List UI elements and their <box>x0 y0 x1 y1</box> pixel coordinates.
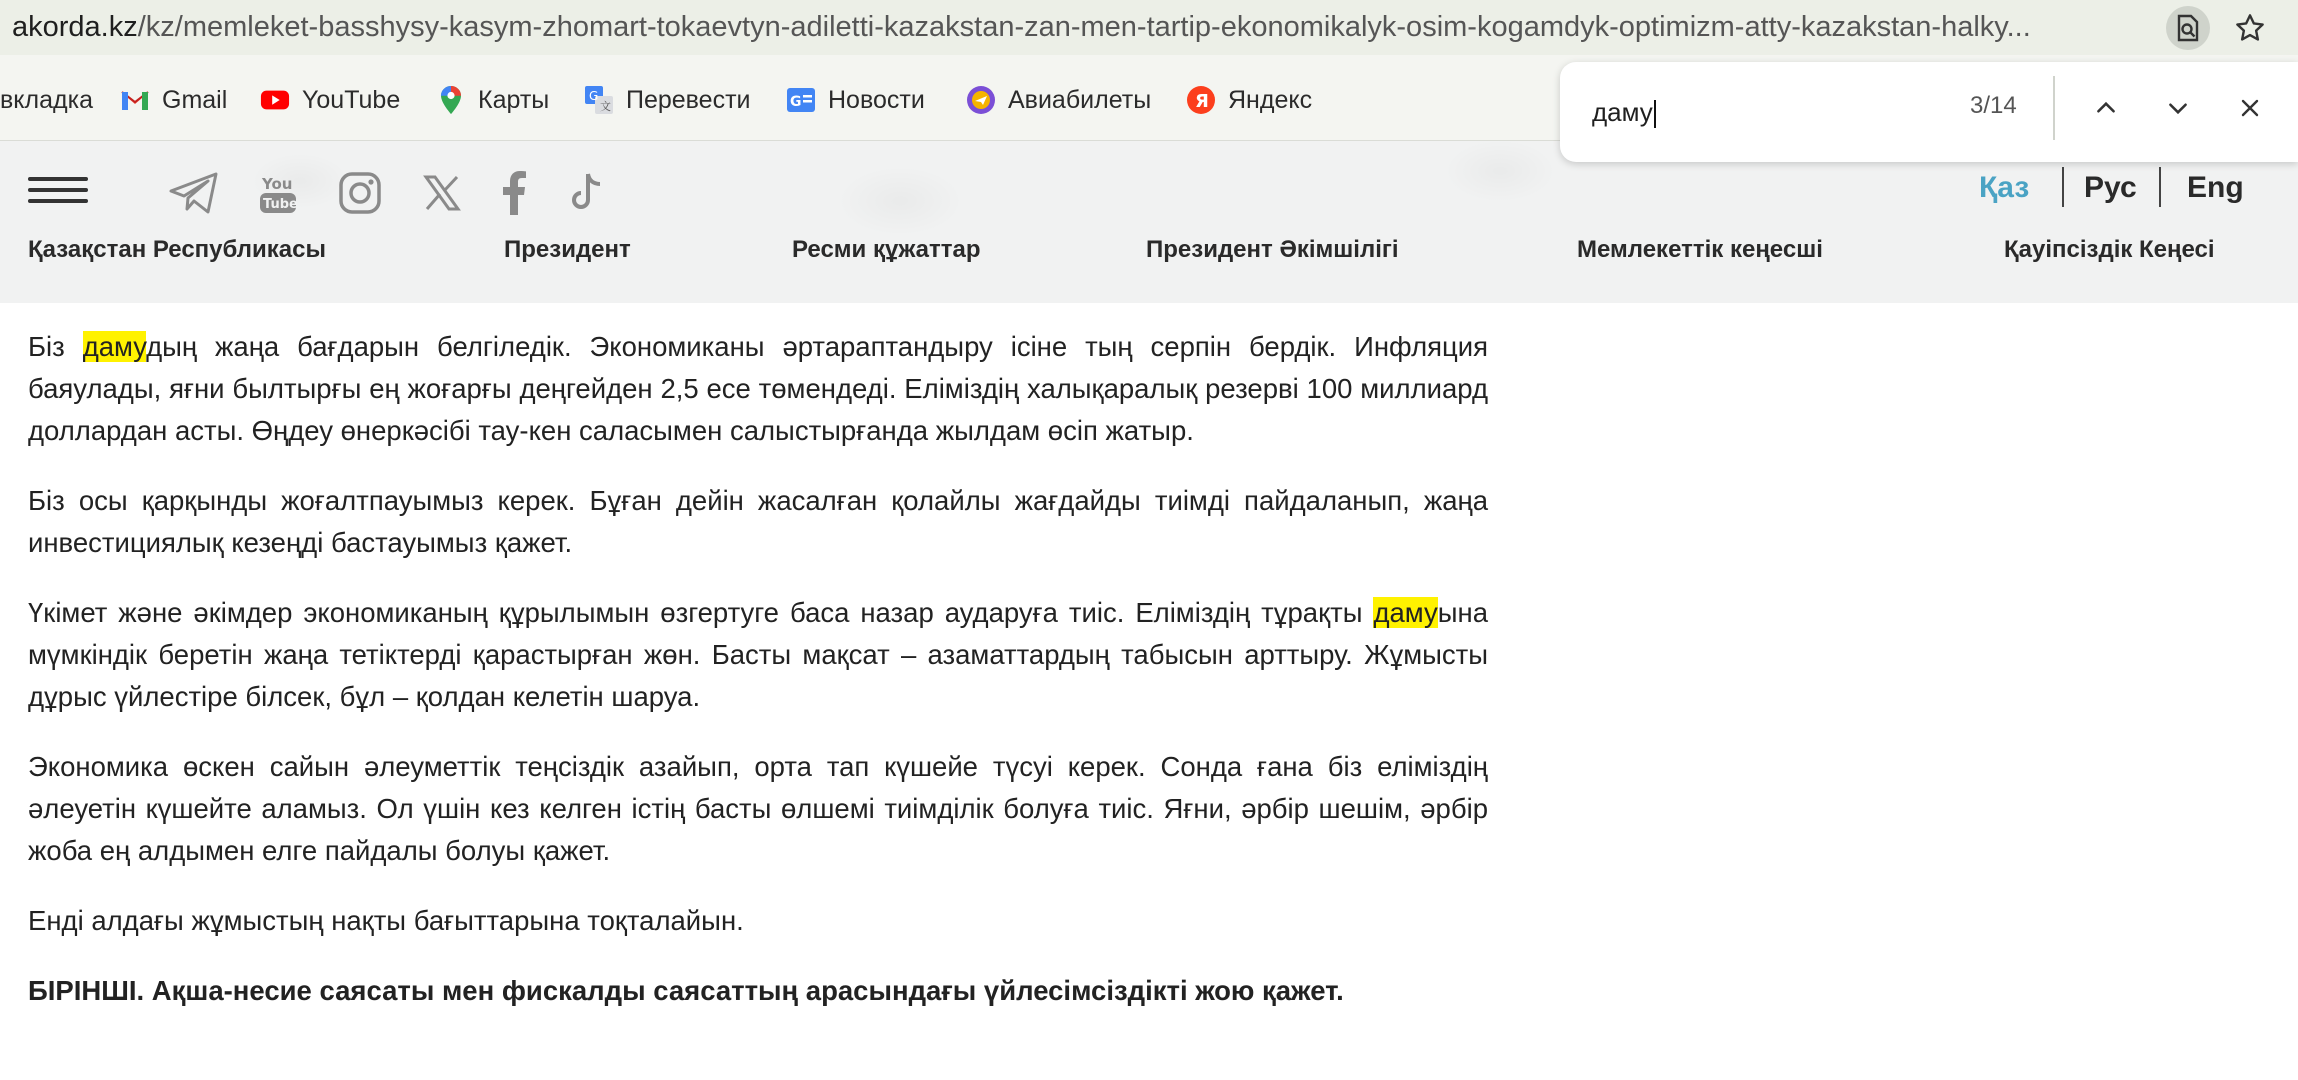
find-highlight: даму <box>82 331 147 362</box>
facebook-icon[interactable] <box>486 165 542 221</box>
article-body <box>28 326 1488 1040</box>
bookmark-star-icon[interactable] <box>2228 6 2272 50</box>
youtube-social-icon[interactable] <box>250 165 306 221</box>
telegram-icon[interactable] <box>166 165 222 221</box>
find-query: даму <box>1592 97 1653 127</box>
bookmark-yandex[interactable] <box>1186 83 1312 117</box>
article-paragraph: Экономика өскен сайын әлеуметтік теңсіздік азайып, орта тап күшейе түсуі керек. Сонда ғана біз еліміздің әлеуетін күшейте аламыз. Ол үшін кез келген істің басты өлшемі тиімділік болуға тиіс. Яғни, әрбір шешім, әрбір жоба ең алдымен елге пайдалы болуы қажет. <box>28 751 1488 866</box>
translate-icon <box>584 85 614 115</box>
bookmark-flights[interactable] <box>966 83 1151 117</box>
find-previous-icon[interactable] <box>2086 88 2126 128</box>
nav-official-documents[interactable]: Ресми құжаттар <box>792 236 981 263</box>
article-paragraph: Үкімет және әкімдер экономиканың құрылымын өзгертуге баса назар аударуға тиіс. Еліміздің тұрақты дамуына мүмкіндік беретін жаңа тетіктерді қарастырған жөн. Басты мақсат – азаматтардың табысын арттыру. Жұмысты дұрыс үйлестіре білсек, бұл – қолдан келетін шаруа. <box>28 597 1488 712</box>
url-host: akorda.kz <box>12 11 138 43</box>
find-next-icon[interactable] <box>2158 88 2198 128</box>
article-paragraph: Біз дамудың жаңа бағдарын белгіледік. Экономиканы әртараптандыру ісіне тың серпін бердік. Инфляция баяулады, яғни былтырғы ең жоғарғы деңгейден 2,5 есе төмендеді. Еліміздің халықаралық резерві 100 миллиард доллардан асты. Өңдеу өнеркәсібі тау-кен саласымен салыстырғанда жылдам өсіп жатыр. <box>28 331 1489 446</box>
svg-text:Я: Я <box>1195 91 1209 112</box>
bookmark-youtube[interactable] <box>260 83 400 117</box>
bookmark-label: Gmail <box>162 85 228 114</box>
svg-text:You: You <box>262 175 293 193</box>
bookmark-news[interactable] <box>786 83 925 117</box>
svg-text:G: G <box>589 89 599 103</box>
article-heading: БІРІНШІ. Ақша-несие саясаты мен фискалды саясаттың арасындағы үйлесімсіздікті жою қажет. <box>28 975 1344 1006</box>
x-twitter-icon[interactable] <box>414 165 470 221</box>
news-icon <box>786 85 816 115</box>
bookmark-label: Новости <box>828 85 925 114</box>
bookmark-label: Карты <box>478 85 550 114</box>
menu-icon[interactable] <box>28 177 88 207</box>
svg-text:文: 文 <box>600 100 611 113</box>
yandex-icon <box>1186 85 1216 115</box>
find-highlight: даму <box>1373 597 1438 628</box>
lang-eng[interactable]: Eng <box>2187 171 2244 204</box>
maps-icon <box>436 85 466 115</box>
gmail-icon <box>120 85 150 115</box>
svg-text:G: G <box>790 94 802 110</box>
bookmark-label: Перевести <box>626 85 751 114</box>
nav-republic[interactable]: Қазақстан Республикасы <box>28 236 326 263</box>
nav-administration[interactable]: Президент Әкімшілігі <box>1146 236 1399 263</box>
nav-security-council[interactable]: Қауіпсіздік Кеңесі <box>2004 236 2215 263</box>
find-in-page-icon[interactable] <box>2166 6 2210 50</box>
lang-rus[interactable]: Рус <box>2084 171 2137 204</box>
bookmark-gmail[interactable] <box>120 83 227 117</box>
flights-icon <box>966 85 996 115</box>
bookmark-tab[interactable] <box>0 83 93 117</box>
article-paragraph: Енді алдағы жұмыстың нақты бағыттарына тоқталайын. <box>28 905 744 936</box>
bookmark-label: вкладка <box>0 85 93 114</box>
instagram-icon[interactable] <box>332 165 388 221</box>
site-header <box>0 141 2298 303</box>
bookmark-maps[interactable] <box>436 83 549 117</box>
article-paragraph: Біз осы қарқынды жоғалтпауымыз керек. Бұған дейін жасалған қолайлы жағдайды тиімді пайдаланып, жаңа инвестициялық кезеңді бастауымыз қажет. <box>28 485 1488 558</box>
find-close-icon[interactable] <box>2230 88 2270 128</box>
youtube-icon <box>260 85 290 115</box>
find-input[interactable] <box>1592 92 1952 132</box>
address-bar[interactable] <box>0 0 2298 55</box>
url-text[interactable] <box>12 10 2152 44</box>
svg-text:Tube: Tube <box>263 197 298 212</box>
nav-president[interactable]: Президент <box>504 236 631 263</box>
url-path: /kz/memleket-basshysy-kasym-zhomart-tokaevtyn-adiletti-kazakstan-zan-men-tartip-ekonomikalyk-osim-kogamdyk-optimizm-atty-kazakstan-halky... <box>137 11 2031 43</box>
bookmark-label: Авиабилеты <box>1008 85 1152 114</box>
find-divider <box>2053 76 2055 140</box>
bookmark-label: Яндекс <box>1228 85 1313 114</box>
tiktok-icon[interactable] <box>558 165 614 221</box>
bookmark-label: YouTube <box>302 85 401 114</box>
lang-kaz[interactable]: Қаз <box>1979 171 2030 204</box>
find-match-count: 3/14 <box>1970 92 2017 119</box>
bookmark-translate[interactable] <box>584 83 751 117</box>
nav-state-counselor[interactable]: Мемлекеттік кеңесші <box>1577 236 1823 263</box>
